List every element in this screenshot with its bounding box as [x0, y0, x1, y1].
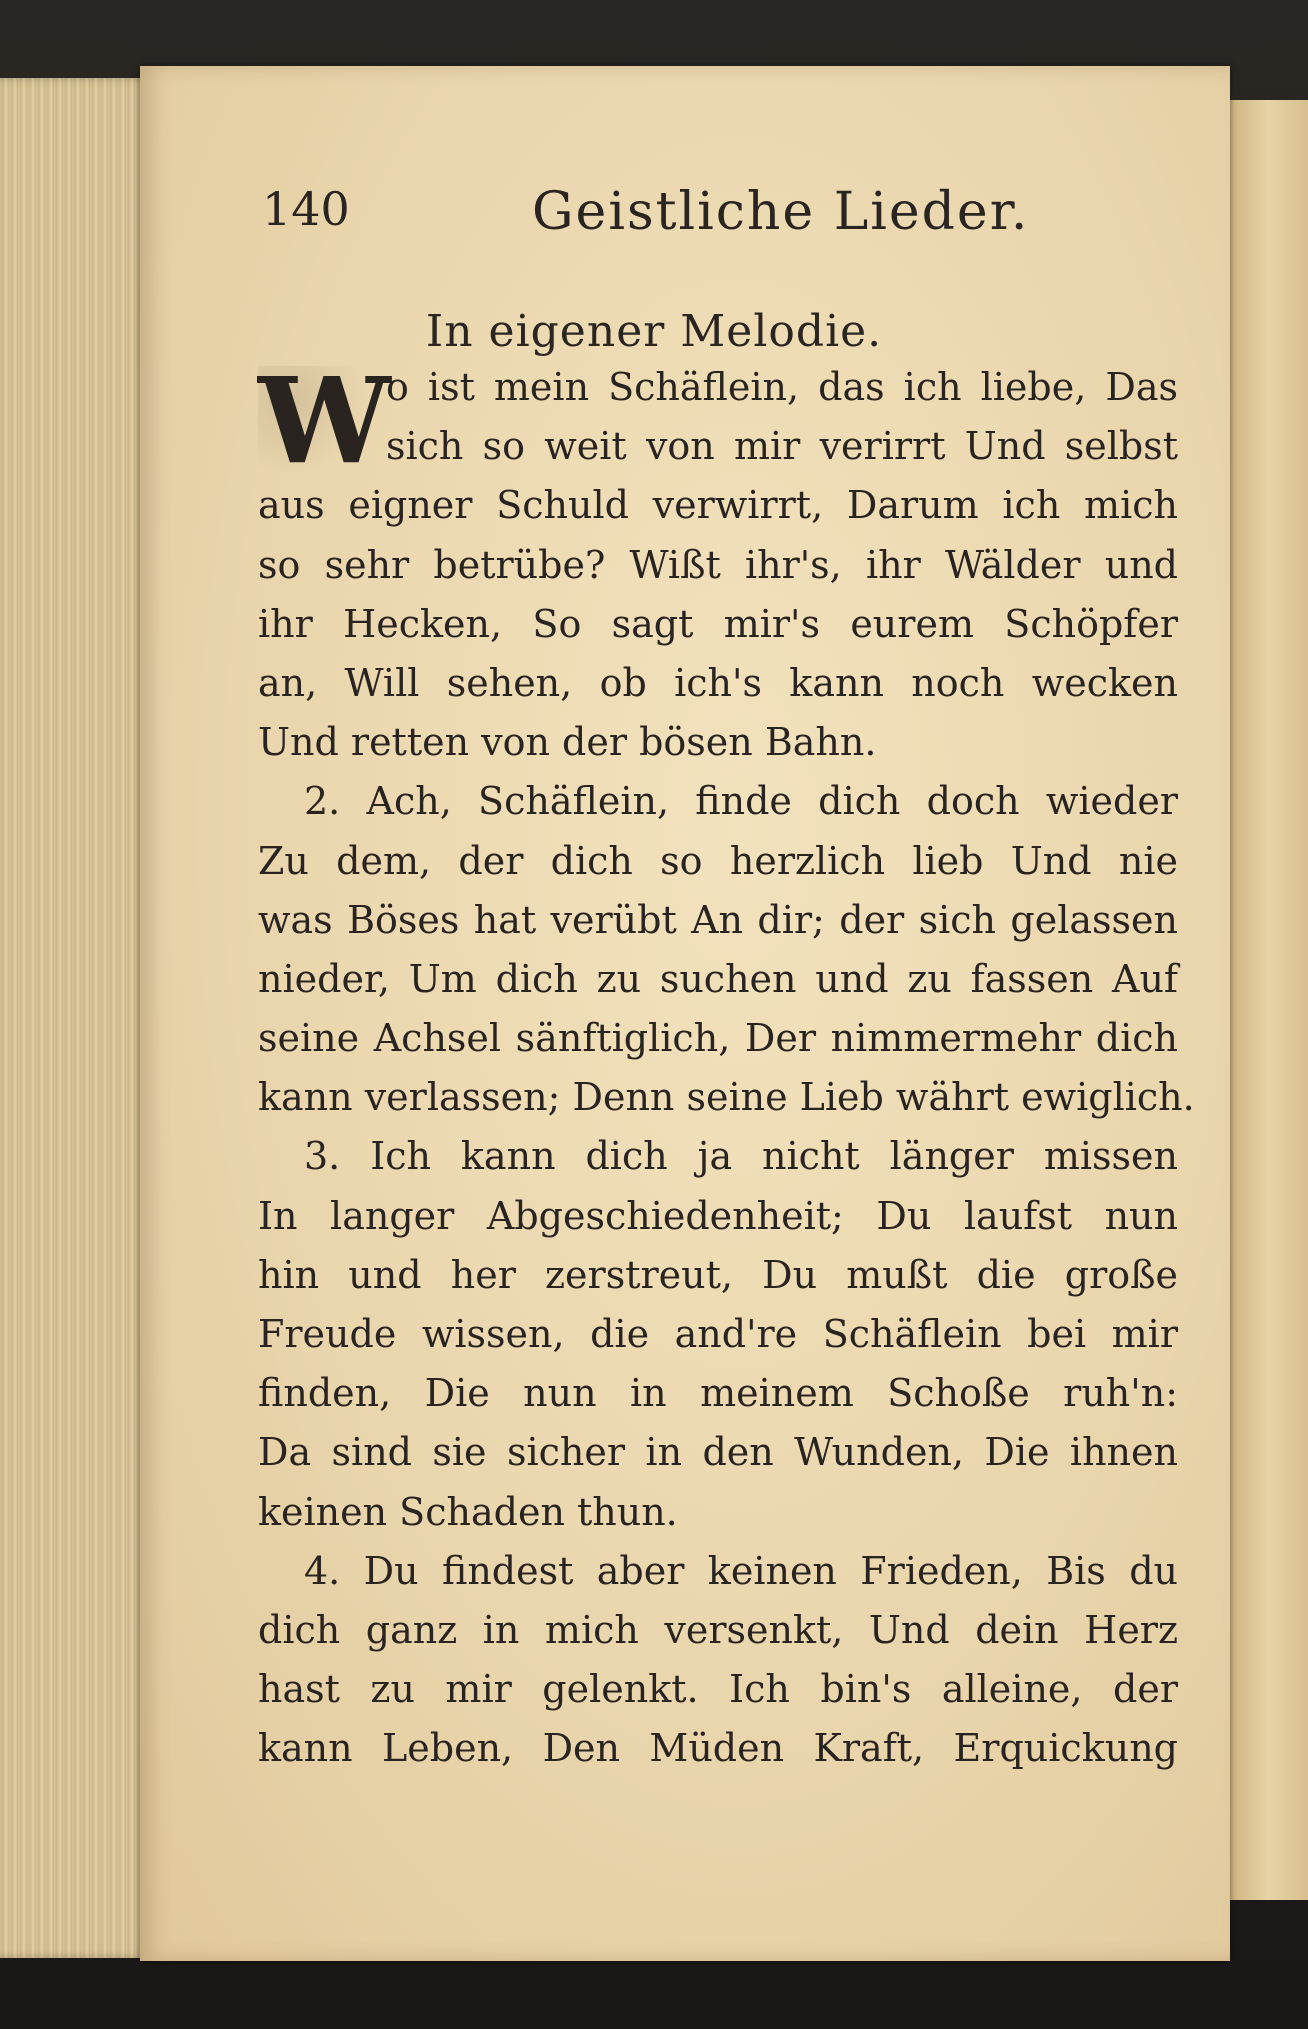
- text-line: ihr Hecken, So sagt mir's eurem Schöpfer: [258, 601, 1178, 646]
- text-line: hast zu mir gelenkt. Ich bin's alleine, der: [258, 1667, 1178, 1712]
- running-title: Geistliche Lieder.: [532, 182, 1030, 242]
- page-number: 140: [262, 182, 350, 236]
- text-line: kann verlassen; Denn seine Lieb währt ewiglich.: [258, 1075, 1195, 1120]
- facing-page-edge: [1228, 100, 1308, 1900]
- text-line: nieder, Um dich zu suchen und zu fassen Auf: [258, 956, 1178, 1001]
- text-line: was Böses hat verübt An dir; der sich gelassen: [258, 897, 1178, 942]
- text-line: In langer Abgeschiedenheit; Du laufst nun: [258, 1193, 1178, 1238]
- text-line: keinen Schaden thun.: [258, 1489, 678, 1534]
- text-line: an, Will sehen, ob ich's kann noch wecken: [258, 660, 1178, 705]
- text-line: Da sind sie sicher in den Wunden, Die ihnen: [258, 1430, 1178, 1475]
- page-edges: [0, 78, 150, 1958]
- text-line: sich so weit von mir verirrt Und selbst: [386, 424, 1178, 469]
- text-line: hin und her zerstreut, Du mußt die große: [258, 1252, 1178, 1297]
- text-line: aus eigner Schuld verwirrt, Darum ich mich: [258, 483, 1178, 528]
- text-line: dich ganz in mich versenkt, Und dein Herz: [258, 1607, 1178, 1652]
- text-line: so sehr betrübe? Wißt ihr's, ihr Wälder und: [258, 542, 1178, 587]
- dropcap-letter: W: [258, 351, 391, 490]
- stanza-start-line: 3. Ich kann dich ja nicht länger missen: [304, 1134, 1178, 1179]
- text-line: finden, Die nun in meinem Schoße ruh'n:: [258, 1371, 1178, 1416]
- text-line: Freude wissen, die and're Schäflein bei mir: [258, 1312, 1178, 1356]
- hymn-melody-note: In eigener Melodie.: [425, 306, 883, 357]
- text-line: Zu dem, der dich so herzlich lieb Und nie: [258, 838, 1178, 883]
- text-line: Und retten von der bösen Bahn.: [258, 720, 877, 765]
- stanza-start-line: 4. Du findest aber keinen Frieden, Bis du: [304, 1548, 1178, 1593]
- text-line: o ist mein Schäflein, das ich liebe, Das: [386, 365, 1178, 409]
- hymn-text: [258, 351, 1195, 1779]
- text-line: kann Leben, Den Müden Kraft, Erquickung: [258, 1726, 1178, 1771]
- text-line: seine Achsel sänftiglich, Der nimmermehr dich: [258, 1016, 1178, 1061]
- stanza-start-line: 2. Ach, Schäflein, finde dich doch wieder: [304, 779, 1178, 824]
- page-header: [262, 182, 1142, 252]
